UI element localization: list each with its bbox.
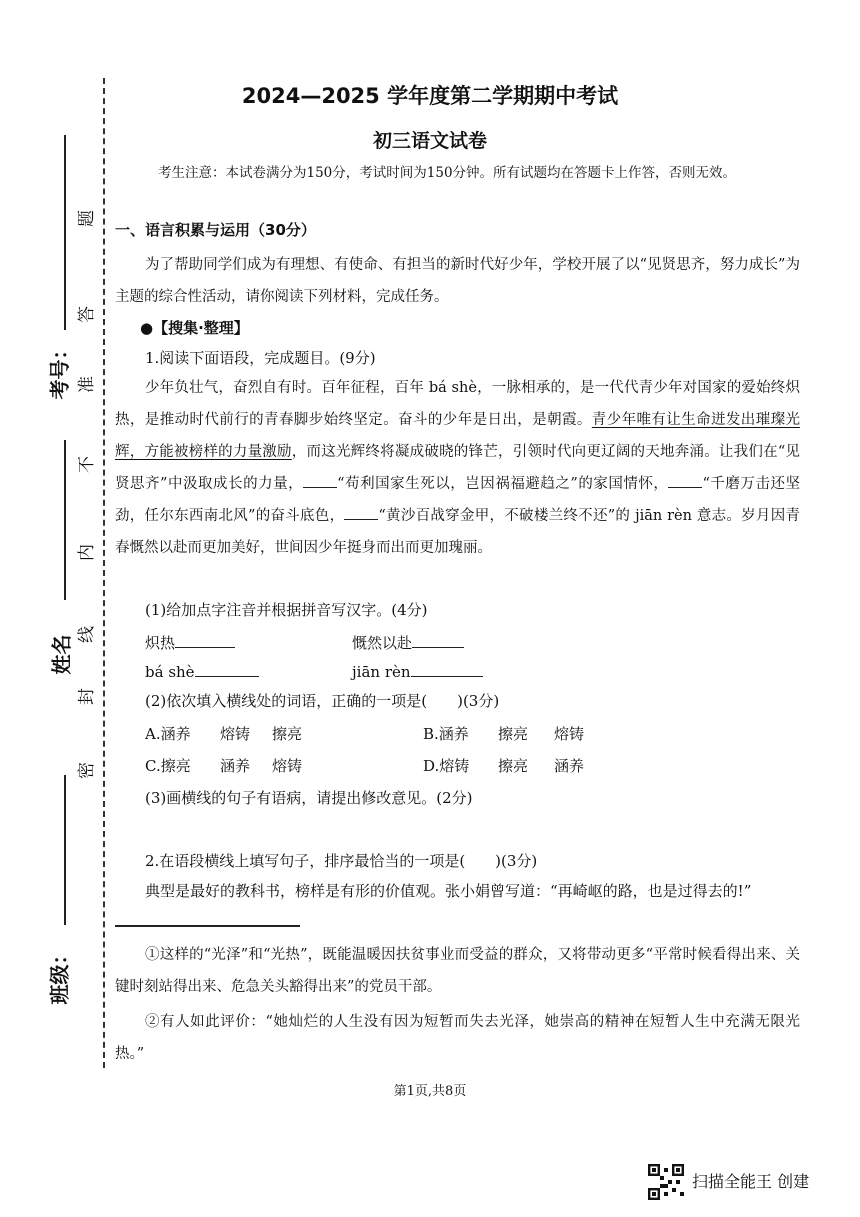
seal-char: 准 <box>77 376 97 393</box>
option-word: A.涵养 <box>145 725 191 743</box>
option-word: B.涵养 <box>423 725 469 743</box>
qr-code-icon <box>648 1164 684 1200</box>
question-1-sub3: (3)画横线的句子有语病，请提出修改意见。(2分) <box>145 789 473 807</box>
sub1-item-text: bá shè <box>145 663 195 681</box>
name-write-line <box>64 440 66 600</box>
seal-char: 线 <box>77 626 97 643</box>
sub1-item-text: 慨然以赴 <box>352 634 413 652</box>
divider <box>115 925 300 927</box>
option-word: 熔铸 <box>554 725 585 743</box>
answer-blank <box>412 647 464 648</box>
watermark-text: 扫描全能王 创建 <box>692 1172 810 1191</box>
class-label: 班级： <box>47 944 72 1005</box>
answer-blank <box>411 676 483 677</box>
passage-part-e: “黄沙百战穿金甲，不破楼兰终不还”的 jiān rèn 意志。岁月因青春慨然以赴而更加美好，世间因少年挺身而出而更加瑰丽。 <box>115 508 800 556</box>
answer-blank <box>175 647 235 648</box>
option-c <box>145 756 302 776</box>
sub1-item <box>352 662 483 682</box>
section-intro: 为了帮助同学们成为有理想、有使命、有担当的新时代好少年，学校开展了以“见贤思齐，努力成长”为主题的综合性活动，请你阅读下列材料，完成任务。 <box>115 257 800 305</box>
question-2-item-2: ②有人如此评价：“她灿烂的人生没有因为短暂而失去光泽，她崇高的精神在短暂人生中充满无限光热。” <box>115 1014 800 1062</box>
blank-1 <box>303 487 337 488</box>
option-a <box>145 724 302 744</box>
sub1-item <box>145 662 259 682</box>
seal-dashed-line <box>103 78 105 1068</box>
name-label: 姓名 <box>49 634 74 675</box>
page-number: 第1页,共8页 <box>393 1084 467 1099</box>
option-word: C.擦亮 <box>145 757 191 775</box>
passage-part-d: “千磨万击还坚劲，任尔东西南北风”的奋斗底色， <box>115 476 800 524</box>
option-b <box>423 724 584 744</box>
passage-part-c: “苟利国家生死以，岂因祸福避趋之”的家国情怀， <box>337 476 669 492</box>
option-word: 擦亮 <box>498 757 529 775</box>
question-1-sub1: (1)给加点字注音并根据拼音写汉字。(4分) <box>145 601 428 619</box>
sub1-item-text: 炽热 <box>145 634 176 652</box>
blank-2 <box>668 487 702 488</box>
seal-char: 密 <box>77 762 97 779</box>
sub1-item <box>145 633 235 653</box>
sub-heading: ●【搜集·整理】 <box>140 319 249 337</box>
seal-char: 题 <box>77 210 97 227</box>
option-word: 擦亮 <box>498 725 529 743</box>
seal-char: 内 <box>77 544 97 561</box>
seal-char: 封 <box>77 688 97 705</box>
option-word: D.熔铸 <box>423 757 470 775</box>
exam-title: 2024—2025 学年度第二学期期中考试 <box>241 84 619 108</box>
question-2-title: 2.在语段横线上填写句子，排序最恰当的一项是( )(3分) <box>145 852 538 870</box>
class-write-line <box>64 775 66 925</box>
seal-char: 不 <box>77 456 97 473</box>
question-2-item-1: ①这样的“光泽”和“光热”，既能温暖因扶贫事业而受益的群众，又将带动更多“平常时候看得出来、关键时刻站得出来、危急关头豁得出来”的党员干部。 <box>115 947 800 995</box>
passage-part-a: 少年负壮气，奋烈自有时。百年征程，百年 bá shè，一脉相承的，是一代代青少年对国家的爱始终炽热，是推动时代前行的青春脚步始终坚定。奋斗的少年是日出，是朝霞。 <box>115 380 800 428</box>
option-d <box>423 756 584 776</box>
question-1-sub2: (2)依次填入横线处的词语，正确的一项是( )(3分) <box>145 692 500 710</box>
question-2-text: 典型是最好的教科书，榜样是有形的价值观。张小娟曾写道：“再崎岖的路，也是过得去的!” <box>145 882 752 900</box>
option-word: 涵养 <box>220 757 251 775</box>
passage-part-b: ，而这光辉终将凝成破晓的锋芒，引领时代向更辽阔的天地奔涌。让我们在“见贤思齐”中汲取成长的力量， <box>115 444 800 492</box>
section-heading: 一、语言积累与运用（30分） <box>115 221 316 239</box>
option-word: 涵养 <box>554 757 585 775</box>
seal-char: 答 <box>77 306 97 323</box>
underlined-sentence: 青少年唯有让生命迸发出璀璨光辉，方能被榜样的力量激励 <box>115 412 800 460</box>
question-1-title: 1.阅读下面语段，完成题目。(9分) <box>145 349 376 367</box>
question-1-passage <box>115 372 800 564</box>
option-word: 熔铸 <box>220 725 251 743</box>
sub1-item <box>352 633 464 653</box>
exam-no-write-line <box>64 135 66 330</box>
option-word: 熔铸 <box>272 757 303 775</box>
blank-3 <box>344 519 378 520</box>
exam-no-label: 考号： <box>47 339 72 400</box>
answer-blank <box>195 676 259 677</box>
option-word: 擦亮 <box>272 725 303 743</box>
exam-notice: 考生注意：本试卷满分为150分，考试时间为150分钟。所有试题均在答题卡上作答，否则无效。 <box>158 165 737 181</box>
exam-subtitle: 初三语文试卷 <box>372 130 487 152</box>
sub1-item-text: jiān rèn <box>352 663 411 681</box>
